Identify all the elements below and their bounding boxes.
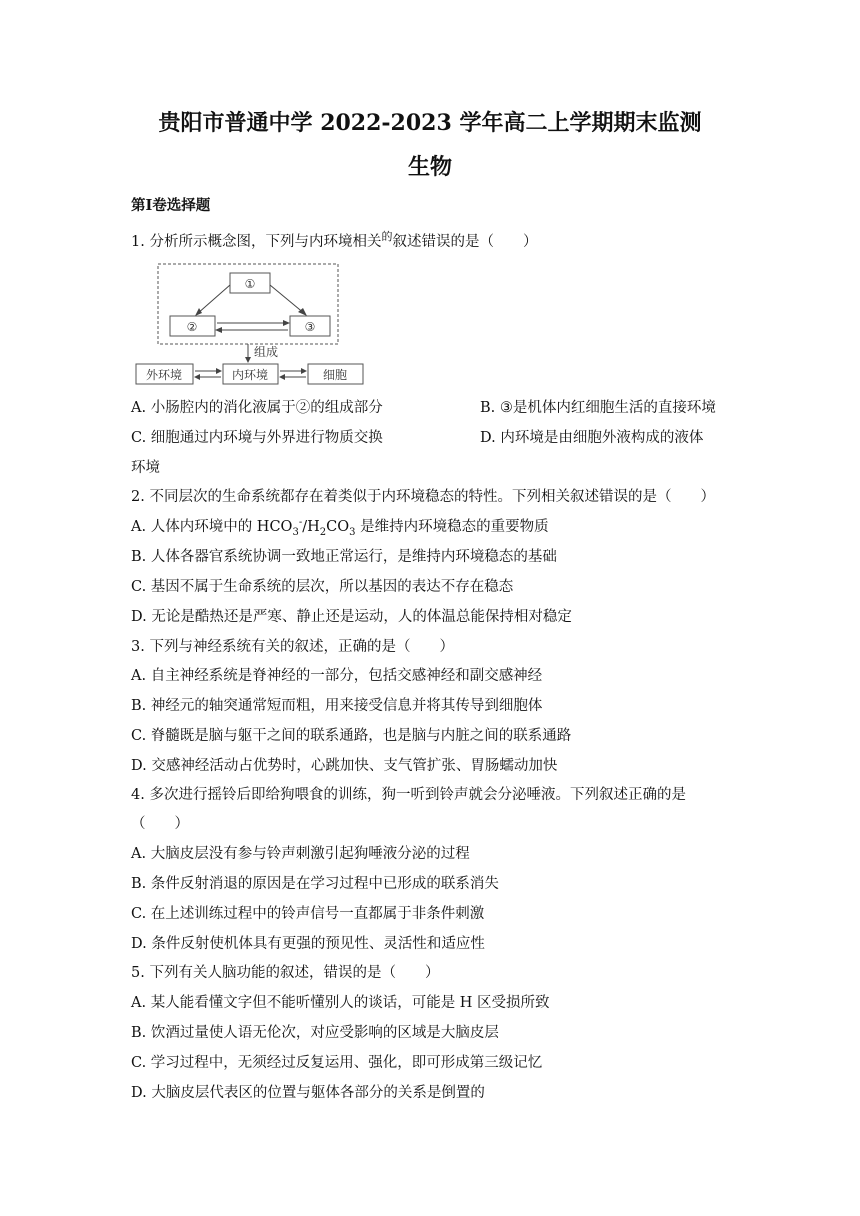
inner-env-label: 内环境 [231,368,269,382]
node-2-label: ② [186,320,198,334]
section-heading: 第Ⅰ卷选择题 [131,197,211,214]
arrow-1-to-2 [197,285,230,314]
q5-option-b[interactable]: B. 饮酒过量使人语无伦次，对应受影响的区域是大脑皮层 [131,1025,499,1041]
node-1-label: ① [244,277,256,291]
q1-option-c[interactable]: C. 细胞通过内环境与外界进行物质交换 [131,430,383,446]
exam-title: 贵阳市普通中学 2022-2023 学年高二上学期期末监测 [158,110,702,136]
q2-stem: 2. 不同层次的生命系统都存在着类似于内环境稳态的特性。下列相关叙述错误的是（ ） [131,489,715,505]
q1-option-d[interactable]: D. 内环境是由细胞外液构成的液体 [480,430,704,446]
q3-option-d[interactable]: D. 交感神经活动占优势时，心跳加快、支气管扩张、胃肠蠕动加快 [131,758,558,774]
q4-option-b[interactable]: B. 条件反射消退的原因是在学习过程中已形成的联系消失 [131,876,499,892]
q4-option-a[interactable]: A. 大脑皮层没有参与铃声刺激引起狗唾液分泌的过程 [131,846,470,862]
arrow-1-to-3 [270,285,305,314]
q4-option-c[interactable]: C. 在上述训练过程中的铃声信号一直都属于非条件刺激 [131,906,485,922]
q5-option-c[interactable]: C. 学习过程中，无须经过反复运用、强化，即可形成第三级记忆 [131,1055,543,1071]
compose-label: 组成 [254,345,279,359]
q2-option-c[interactable]: C. 基因不属于生命系统的层次，所以基因的表达不存在稳态 [131,579,514,595]
q2-option-d[interactable]: D. 无论是酷热还是严寒、静止还是运动，人的体温总能保持相对稳定 [131,609,572,625]
q1-option-a[interactable]: A. 小肠腔内的消化液属于②的组成部分 [131,400,383,416]
node-3-label: ③ [304,320,316,334]
q1-stem: 1. 分析所示概念图，下列与内环境相关$^的$叙述错误的是（ ） [131,230,538,250]
outer-env-label: 外环境 [145,368,183,382]
q3-option-a[interactable]: A. 自主神经系统是脊神经的一部分，包括交感神经和副交感神经 [131,668,543,684]
q3-stem: 3. 下列与神经系统有关的叙述，正确的是（ ） [131,639,454,655]
q2-option-b[interactable]: B. 人体各器官系统协调一致地正常运行，是维持内环境稳态的基础 [131,549,557,565]
q5-stem: 5. 下列有关人脑功能的叙述，错误的是（ ） [131,965,440,981]
q1-option-d-continued: 环境 [131,460,160,476]
q5-option-d[interactable]: D. 大脑皮层代表区的位置与躯体各部分的关系是倒置的 [131,1085,485,1101]
cell-label: 细胞 [322,368,348,382]
q1-option-b[interactable]: B. ③是机体内红细胞生活的直接环境 [480,400,716,416]
subject-title: 生物 [407,154,452,180]
concept-map-figure [135,263,400,388]
q4-stem-continued: （ ） [131,816,189,832]
q2-option-a[interactable]: A. 人体内环境中的 $HCO_3^-/H_2CO_3$ 是维持内环境稳态的重要物质 [131,517,549,538]
q4-stem: 4. 多次进行摇铃后即给狗喂食的训练，狗一听到铃声就会分泌唾液。下列叙述正确的是 [131,787,686,803]
q3-option-b[interactable]: B. 神经元的轴突通常短而粗，用来接受信息并将其传导到细胞体 [131,698,543,714]
q5-option-a[interactable]: A. 某人能看懂文字但不能听懂别人的谈话，可能是 H 区受损所致 [131,995,550,1011]
q4-option-d[interactable]: D. 条件反射使机体具有更强的预见性、灵活性和适应性 [131,936,485,952]
q3-option-c[interactable]: C. 脊髓既是脑与躯干之间的联系通路，也是脑与内脏之间的联系通路 [131,728,572,744]
